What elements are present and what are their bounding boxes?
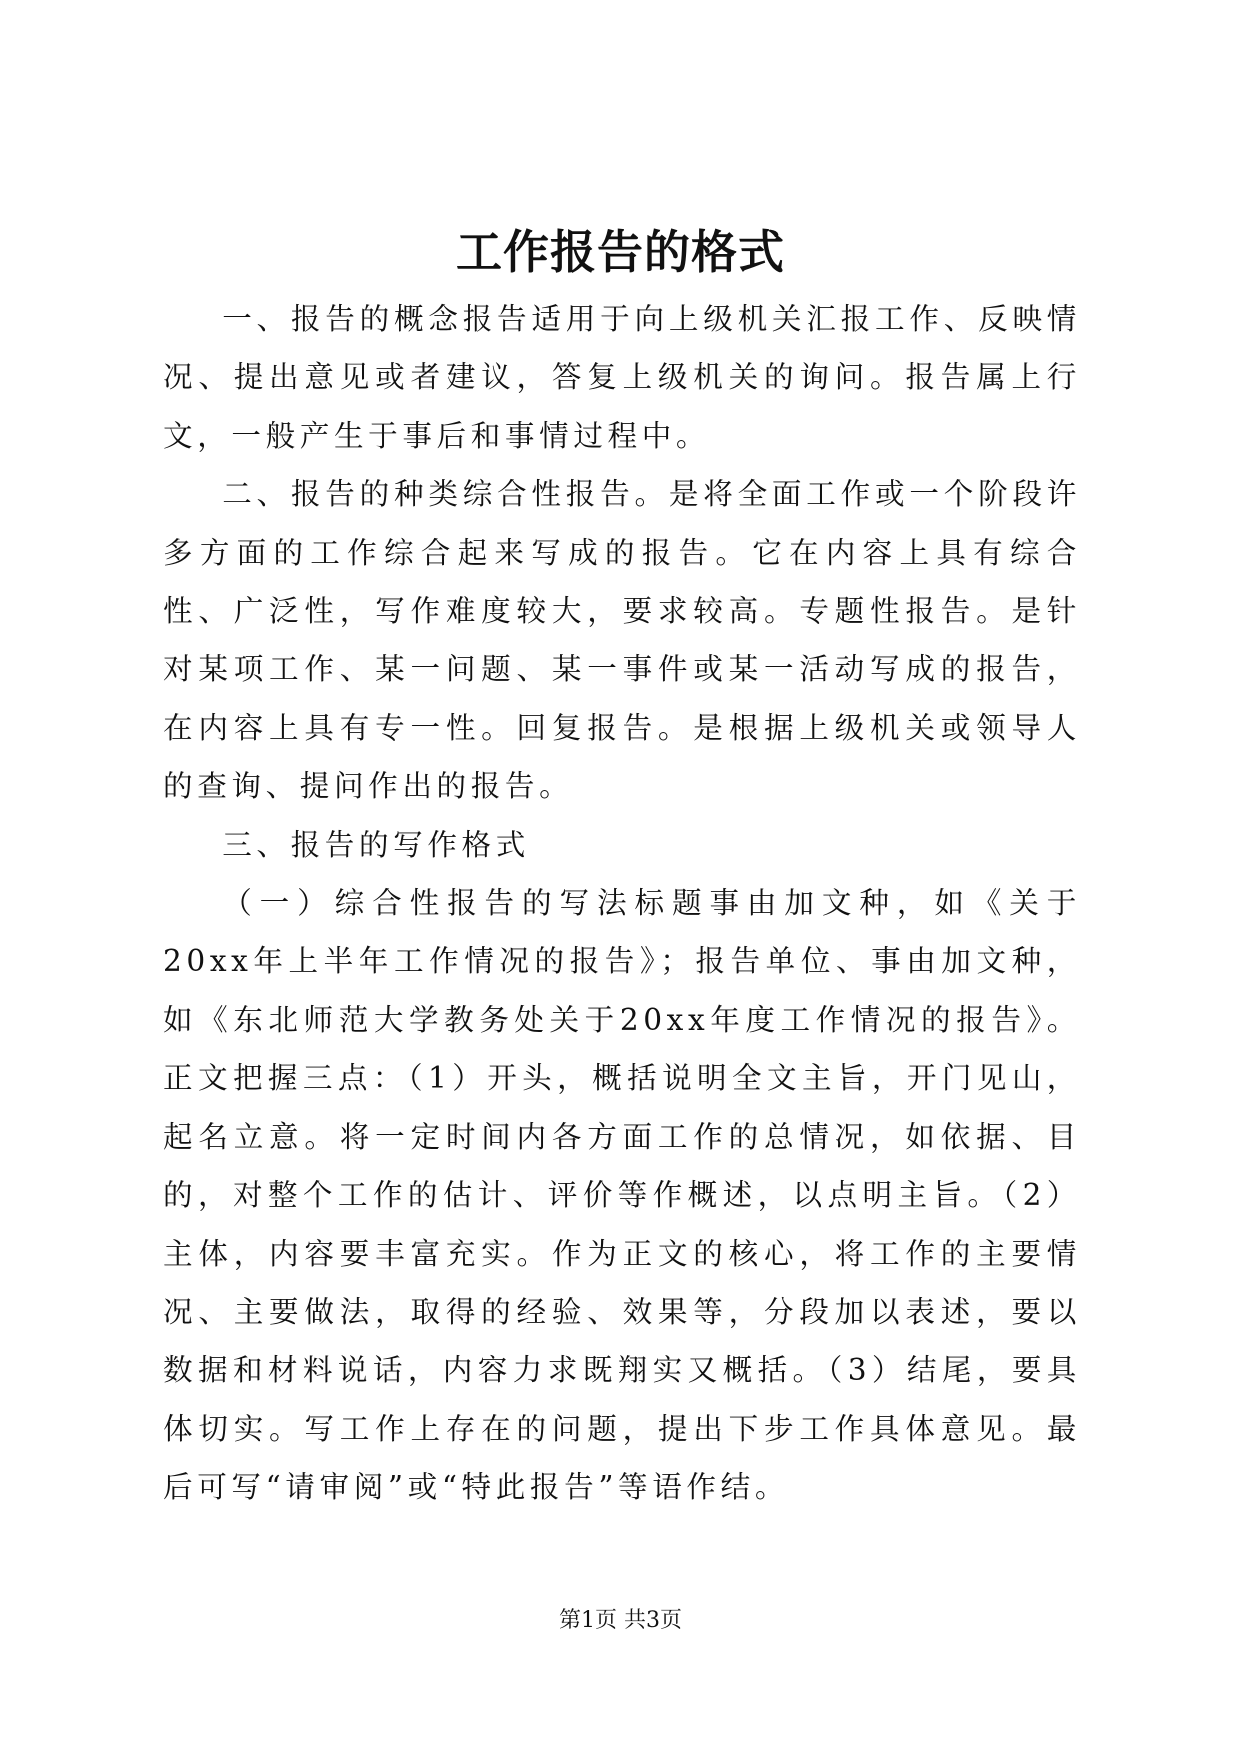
page-number-footer: 第1页 共3页 xyxy=(559,1608,682,1633)
paragraph-concept: 一、报告的概念报告适用于向上级机关汇报工作、反映情况、提出意见或者建议，答复上级机关的询问。报告属上行文，一般产生于事后和事情过程中。 xyxy=(163,302,1081,453)
paragraph-comprehensive-report: （一）综合性报告的写法标题事由加文种，如《关于20xx年上半年工作情况的报告》；报告单位、事由加文种，如《东北师范大学教务处关于20xx年度工作情况的报告》。正文把握三点：（1）开头，概括说明全文主旨，开门见山，起名立意。将一定时间内各方面工作的总情况，如依据、目的，对整个工作的估计、评价等作概述，以点明主旨。（2）主体，内容要丰富充实。作为正文的核心，将工作的主要情况、主要做法，取得的经验、效果等，分段加以表述，要以数据和材料说话，内容力求既翔实又概括。（3）结尾，要具体切实。写工作上存在的问题，提出下步工作具体意见。最后可写“请审阅”或“特此报告”等语作结。 xyxy=(163,886,1081,1505)
document-body xyxy=(163,290,1081,1517)
document-title: 工作报告的格式 xyxy=(456,225,785,279)
paragraph-types: 二、报告的种类综合性报告。是将全面工作或一个阶段许多方面的工作综合起来写成的报告。它在内容上具有综合性、广泛性，写作难度较大，要求较高。专题性报告。是针对某项工作、某一问题、某一事件或某一活动写成的报告，在内容上具有专一性。回复报告。是根据上级机关或领导人的查询、提问作出的报告。 xyxy=(163,477,1081,804)
paragraph-format-heading: 三、报告的写作格式 xyxy=(222,827,530,862)
